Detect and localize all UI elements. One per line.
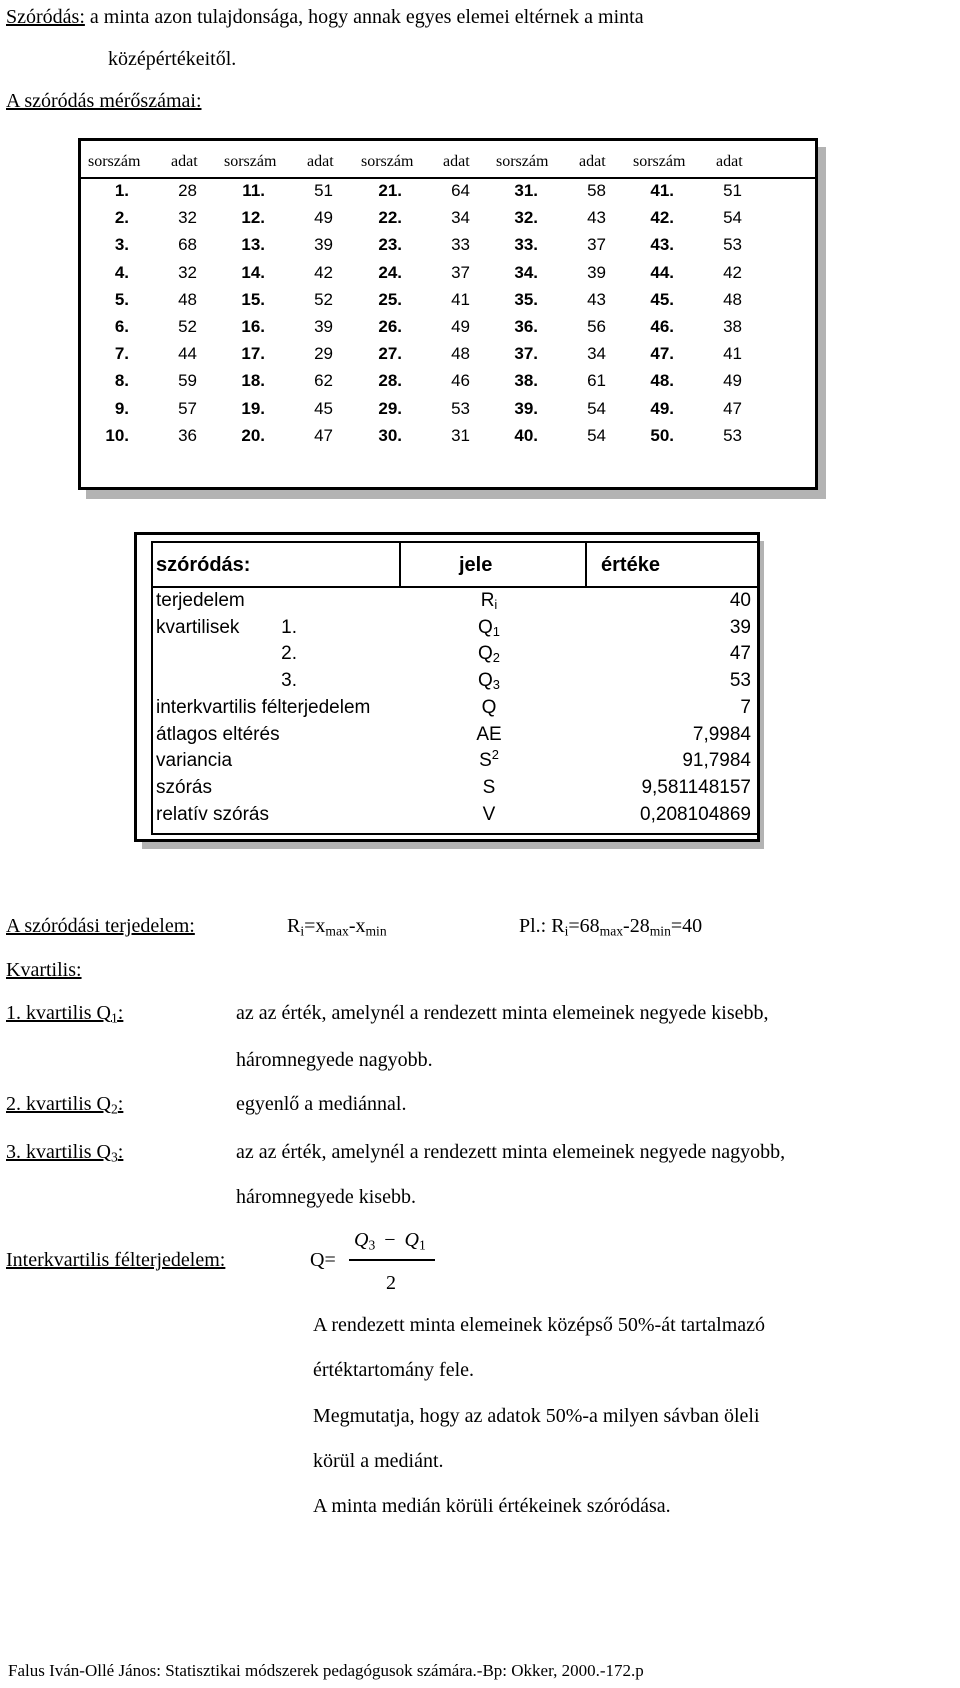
q2-text: egyenlő a mediánnal.: [236, 1093, 407, 1115]
iqr-desc-5: A minta medián körüli értékeinek szóródása.: [313, 1495, 671, 1517]
adat-cell: 51: [314, 181, 333, 200]
header-sorszam-2: sorszám: [224, 153, 277, 170]
sorszam-cell: 42.: [650, 208, 674, 228]
adat-cell: 38: [723, 317, 742, 336]
measure-value: 7: [740, 696, 751, 718]
q3-label-sub: 3: [111, 1149, 118, 1165]
footer-citation: Falus Iván-Ollé János: Statisztikai módszerek pedagógusok számára.-Bp: Okker, 2000.-172.p: [8, 1661, 644, 1680]
intro-line-1: [6, 5, 644, 29]
adat-cell: 56: [587, 317, 606, 336]
range-formula: [287, 914, 387, 938]
measure-symbol: [449, 642, 529, 666]
range-example-min: min: [649, 923, 671, 939]
sorszam-cell: 6.: [114, 317, 129, 336]
measure-symbol-main: Q: [481, 696, 497, 718]
range-example: [519, 914, 702, 938]
sorszam-cell: 17.: [241, 344, 265, 364]
sorszam-cell: 46.: [650, 317, 674, 336]
sorszam-cell: 28.: [378, 371, 402, 391]
measures-header-symbol: jele: [459, 554, 493, 576]
measure-value: 7,9984: [692, 723, 751, 745]
adat-cell: 43: [587, 208, 606, 228]
adat-cell: 48: [451, 344, 470, 364]
measures-header-divider: [153, 586, 757, 588]
adat-cell: 53: [723, 425, 742, 445]
sorszam-cell: 48.: [650, 371, 674, 391]
adat-cell: 32: [178, 262, 197, 282]
measure-symbol-sub: 3: [492, 677, 500, 693]
range-formula-min: min: [365, 923, 387, 939]
header-adat-4: adat: [579, 153, 606, 170]
sorszam-cell: 8.: [114, 371, 129, 391]
szorodas-definition-1: a minta azon tulajdonsága, hogy annak egyes elemei eltérnek a minta: [89, 6, 644, 28]
adat-cell: 59: [178, 371, 197, 391]
sorszam-cell: 2.: [114, 208, 129, 228]
measure-label: relatív szórás: [156, 803, 269, 825]
q1-label-sub: 1: [111, 1010, 118, 1026]
iqr-fraction-bar: [349, 1259, 435, 1261]
measure-symbol-sup: 2: [491, 747, 499, 763]
header-sorszam-3: sorszám: [361, 153, 414, 170]
sorszam-cell: 40.: [514, 425, 538, 445]
iqr-desc-3: Megmutatja, hogy az adatok 50%-a milyen sávban öleli: [313, 1405, 760, 1427]
adat-cell: 36: [178, 425, 197, 445]
sorszam-cell: 24.: [378, 262, 402, 282]
sorszam-cell: 22.: [378, 208, 402, 228]
adat-cell: 54: [723, 208, 742, 228]
measures-header-value: értéke: [601, 554, 660, 576]
sorszam-cell: 10.: [105, 425, 129, 445]
range-example-prefix: Pl.: R: [519, 915, 565, 937]
adat-cell: 47: [314, 425, 333, 445]
header-adat-5: adat: [716, 153, 743, 170]
q1-label-text: 1. kvartilis Q: [6, 1002, 111, 1024]
sorszam-cell: 29.: [378, 398, 402, 418]
measure-symbol-main: Q: [478, 616, 493, 638]
range-example-eq: =68: [568, 915, 600, 937]
measure-symbol: [449, 803, 529, 827]
measures-table-inner: [151, 541, 759, 835]
measure-label: szórás: [156, 776, 212, 798]
measure-index: 3.: [281, 670, 297, 692]
sorszam-cell: 21.: [378, 181, 402, 200]
range-label: A szóródási terjedelem:: [6, 915, 195, 937]
sorszam-cell: 27.: [378, 344, 402, 364]
measure-label: átlagos eltérés: [156, 723, 280, 745]
adat-cell: 58: [587, 181, 606, 200]
range-formula-eq: =x: [304, 915, 326, 937]
sorszam-cell: 45.: [650, 289, 674, 309]
iqr-label: Interkvartilis félterjedelem:: [6, 1249, 226, 1271]
measure-symbol-main: V: [482, 803, 496, 825]
measure-label: terjedelem: [156, 590, 245, 611]
range-formula-r: R: [287, 915, 301, 937]
measures-col-divider-1: [399, 543, 401, 586]
q1-label: [6, 1001, 123, 1025]
sorszam-cell: 36.: [514, 317, 538, 336]
sorszam-cell: 34.: [514, 262, 538, 282]
q1-text-1: az az érték, amelynél a rendezett minta elemeinek negyede kisebb,: [236, 1002, 769, 1024]
sorszam-cell: 20.: [241, 425, 265, 445]
adat-cell: 52: [178, 317, 197, 336]
sorszam-cell: 41.: [650, 181, 674, 200]
adat-cell: 39: [314, 317, 333, 336]
measure-symbol: [449, 696, 529, 720]
adat-cell: 34: [587, 344, 606, 364]
iqr-num-q3: Q: [354, 1229, 369, 1251]
sorszam-cell: 49.: [650, 398, 674, 418]
adat-cell: 52: [314, 289, 333, 309]
measure-symbol: [449, 723, 529, 747]
q1-text-2: háromnegyede nagyobb.: [236, 1049, 433, 1071]
data-table-header-row: [81, 141, 815, 179]
sorszam-cell: 43.: [650, 235, 674, 255]
adat-cell: 42: [723, 262, 742, 282]
measure-symbol: [449, 616, 529, 640]
measure-symbol-sub: i: [494, 597, 498, 613]
measure-symbol-main: Q: [478, 643, 493, 665]
sorszam-cell: 47.: [650, 344, 674, 364]
iqr-num-q3-sub: 3: [368, 1237, 376, 1253]
sorszam-cell: 3.: [114, 235, 129, 255]
iqr-num-q1-sub: 1: [418, 1237, 426, 1253]
iqr-desc-4: körül a mediánt.: [313, 1450, 444, 1472]
measure-index: 1.: [281, 616, 297, 638]
sorszam-cell: 5.: [114, 289, 129, 309]
sorszam-cell: 23.: [378, 235, 402, 255]
sorszam-cell: 9.: [114, 398, 129, 418]
measure-value: 0,208104869: [640, 803, 751, 825]
range-example-mid: -28: [623, 915, 650, 937]
adat-cell: 29: [314, 344, 333, 364]
adat-cell: 39: [314, 235, 333, 255]
q2-label: [6, 1092, 123, 1116]
adat-cell: 43: [587, 289, 606, 309]
adat-cell: 47: [723, 398, 742, 418]
adat-cell: 32: [178, 208, 197, 228]
measure-symbol: [449, 749, 529, 773]
measure-symbol: [449, 669, 529, 693]
iqr-denominator: 2: [386, 1272, 396, 1294]
measure-value: 53: [729, 670, 751, 692]
measure-symbol-main: R: [480, 590, 495, 611]
q2-label-sub: 2: [111, 1101, 118, 1117]
measure-label: interkvartilis félterjedelem: [156, 696, 371, 718]
q1-label-colon: :: [117, 1002, 124, 1024]
szorodas-term: Szóródás:: [6, 6, 85, 28]
iqr-desc-2: értéktartomány fele.: [313, 1359, 475, 1381]
sorszam-cell: 38.: [514, 371, 538, 391]
sorszam-cell: 15.: [241, 289, 265, 309]
adat-cell: 62: [314, 371, 333, 391]
measures-col-divider-2: [585, 543, 587, 586]
sorszam-cell: 33.: [514, 235, 538, 255]
sorszam-cell: 37.: [514, 344, 538, 364]
measure-label: variancia: [156, 750, 233, 772]
q3-label-colon: :: [117, 1141, 124, 1163]
header-sorszam-5: sorszám: [633, 153, 686, 170]
iqr-desc-1: A rendezett minta elemeinek középső 50%-át tartalmazó: [313, 1314, 766, 1336]
measures-heading: A szóródás mérőszámai:: [6, 90, 202, 112]
sorszam-cell: 18.: [241, 371, 265, 391]
measure-value: 91,7984: [682, 750, 751, 772]
sorszam-cell: 11.: [242, 181, 265, 200]
measure-value: 47: [729, 643, 751, 665]
quartile-heading: Kvartilis:: [6, 959, 82, 981]
sorszam-cell: 19.: [241, 398, 265, 418]
iqr-num-q1: Q: [404, 1229, 419, 1251]
sorszam-cell: 44.: [650, 262, 674, 282]
sorszam-cell: 12.: [241, 208, 265, 228]
range-example-end: =40: [670, 915, 703, 937]
q2-label-colon: :: [117, 1093, 124, 1115]
adat-cell: 42: [314, 262, 333, 282]
adat-cell: 33: [451, 235, 470, 255]
sorszam-cell: 32.: [514, 208, 538, 228]
adat-cell: 49: [723, 371, 742, 391]
iqr-q-eq: Q=: [310, 1249, 336, 1271]
sorszam-cell: 39.: [514, 398, 538, 418]
header-adat-3: adat: [443, 153, 470, 170]
q3-text-2: háromnegyede kisebb.: [236, 1186, 416, 1208]
adat-cell: 37: [587, 235, 606, 255]
header-adat-1: adat: [171, 153, 198, 170]
adat-cell: 48: [178, 289, 197, 309]
sorszam-cell: 14.: [241, 262, 265, 282]
adat-cell: 53: [451, 398, 470, 418]
adat-cell: 68: [178, 235, 197, 255]
measure-index: 2.: [281, 643, 297, 665]
sorszam-cell: 4.: [114, 262, 129, 282]
range-example-sub-i: i: [564, 923, 569, 939]
adat-cell: 61: [587, 371, 606, 391]
measure-value: 9,581148157: [641, 776, 751, 798]
measures-table: [134, 532, 760, 842]
adat-cell: 48: [723, 289, 742, 309]
iqr-num-minus: −: [384, 1229, 396, 1251]
iqr-numerator: [354, 1228, 426, 1252]
measure-symbol: [449, 589, 529, 613]
adat-cell: 39: [587, 262, 606, 282]
adat-cell: 54: [587, 425, 606, 445]
adat-cell: 41: [451, 289, 470, 309]
measure-label: kvartilisek: [156, 616, 240, 638]
sorszam-cell: 13.: [241, 235, 265, 255]
header-adat-2: adat: [307, 153, 334, 170]
adat-cell: 53: [723, 235, 742, 255]
measure-symbol-sub: 1: [492, 623, 500, 639]
range-formula-max: max: [325, 923, 349, 939]
adat-cell: 31: [451, 425, 470, 445]
szorodas-definition-2: középértékeitől.: [108, 48, 237, 70]
data-table: [78, 138, 818, 490]
adat-cell: 64: [451, 181, 470, 200]
q3-label: [6, 1140, 123, 1164]
adat-cell: 49: [314, 208, 333, 228]
sorszam-cell: 25.: [378, 289, 402, 309]
sorszam-cell: 26.: [378, 317, 402, 336]
measure-symbol-main: Q: [478, 670, 493, 692]
measure-value: 40: [729, 590, 751, 611]
sorszam-cell: 1.: [114, 181, 129, 200]
measure-symbol-main: AE: [476, 723, 502, 745]
adat-cell: 34: [451, 208, 470, 228]
adat-cell: 45: [314, 398, 333, 418]
q3-label-text: 3. kvartilis Q: [6, 1141, 111, 1163]
header-sorszam-1: sorszám: [88, 153, 141, 170]
measure-symbol-main: S: [482, 776, 496, 798]
adat-cell: 51: [723, 181, 742, 200]
range-example-max: max: [599, 923, 624, 939]
adat-cell: 44: [178, 344, 197, 364]
range-formula-sub-i: i: [300, 923, 305, 939]
sorszam-cell: 31.: [514, 181, 538, 200]
measures-header-measure: szóródás:: [156, 554, 251, 576]
adat-cell: 54: [587, 398, 606, 418]
adat-cell: 57: [178, 398, 197, 418]
measure-symbol-main: S: [479, 750, 492, 772]
adat-cell: 49: [451, 317, 470, 336]
measure-value: 39: [729, 616, 751, 638]
sorszam-cell: 50.: [650, 425, 674, 445]
q2-label-text: 2. kvartilis Q: [6, 1093, 111, 1115]
adat-cell: 46: [451, 371, 470, 391]
adat-cell: 37: [451, 262, 470, 282]
measure-symbol: [449, 776, 529, 800]
measure-symbol-sub: 2: [492, 650, 500, 666]
adat-cell: 41: [723, 344, 742, 364]
sorszam-cell: 7.: [114, 344, 129, 364]
range-formula-minus: -x: [348, 915, 366, 937]
sorszam-cell: 16.: [241, 317, 265, 336]
q3-text-1: az az érték, amelynél a rendezett minta elemeinek negyede nagyobb,: [236, 1141, 786, 1163]
adat-cell: 28: [178, 181, 197, 200]
sorszam-cell: 30.: [378, 425, 402, 445]
header-sorszam-4: sorszám: [496, 153, 549, 170]
sorszam-cell: 35.: [514, 289, 538, 309]
